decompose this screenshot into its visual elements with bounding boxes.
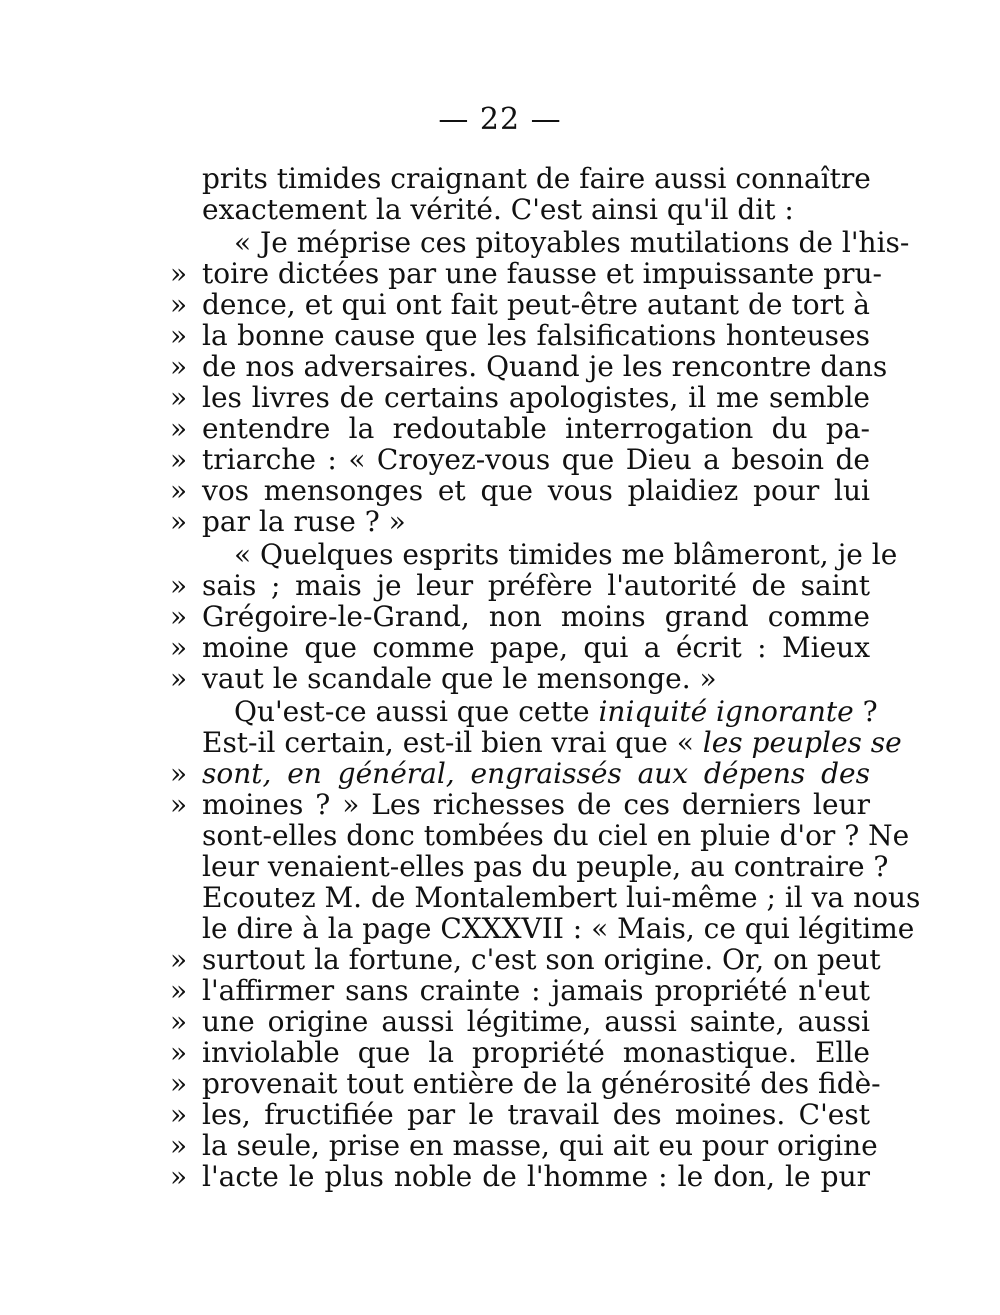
line-text: surtout la fortune, c'est son origine. Or, on peut: [202, 943, 881, 976]
text-line: [170, 695, 878, 728]
line-text: triarche : « Croyez-vous que Dieu a besoin de: [202, 443, 870, 476]
quote-mark: »: [170, 350, 188, 383]
text-line: [170, 320, 870, 351]
line-text: vaut le scandale que le mensonge. »: [202, 662, 717, 695]
line-text: [202, 696, 878, 727]
line-text: vos mensonges et que vous plaidiez pour lui: [202, 474, 870, 507]
text-line: [170, 1129, 878, 1162]
quote-mark: »: [170, 474, 188, 507]
text-line: [170, 444, 870, 475]
text-line: [170, 850, 889, 883]
italic-text: sont, en général, engraissés aux dépens des: [202, 757, 870, 790]
quote-mark: »: [170, 1160, 188, 1193]
quote-mark: »: [170, 257, 188, 290]
text-line: [170, 1161, 870, 1192]
italic-text: iniquité ignorante: [598, 695, 854, 728]
line-text: prits timides craignant de faire aussi connaître: [202, 162, 871, 195]
line-text: le dire à la page CXXXVII : « Mais, ce qui légitime: [202, 912, 915, 945]
text-line: [170, 1067, 881, 1100]
line-text: une origine aussi légitime, aussi sainte, aussi: [202, 1005, 870, 1038]
line-text: moines ? » Les richesses de ces derniers leur: [202, 788, 870, 821]
line-text: par la ruse ? »: [202, 505, 406, 538]
text-line: [170, 413, 870, 444]
line-text: [202, 758, 870, 789]
text-line: [170, 350, 888, 383]
line-text: la seule, prise en masse, qui ait eu pour origine: [202, 1129, 878, 1162]
text-line: [170, 789, 870, 820]
quote-mark: »: [170, 443, 188, 476]
text-line: [170, 570, 870, 601]
text-line: [170, 726, 902, 759]
text-line: [170, 289, 870, 320]
quote-mark: »: [170, 600, 188, 633]
body-text: [170, 162, 921, 1193]
line-text: Ecoutez M. de Montalembert lui-même ; il va nous: [202, 881, 921, 914]
text-line: [170, 819, 910, 852]
quote-mark: »: [170, 943, 188, 976]
line-text: sais ; mais je leur préfère l'autorité de saint: [202, 569, 870, 602]
line-text: sont-elles donc tombées du ciel en pluie d'or ? Ne: [202, 819, 910, 852]
quote-mark: »: [170, 1005, 188, 1038]
line-text: « Je méprise ces pitoyables mutilations de l'his-: [234, 226, 910, 259]
text-line: [170, 382, 870, 413]
quote-mark: »: [170, 412, 188, 445]
text-line: [170, 975, 870, 1006]
text-line: [170, 632, 870, 663]
line-text-part: Qu'est-ce aussi que cette: [234, 695, 599, 728]
quote-mark: »: [170, 1067, 188, 1100]
quote-mark: »: [170, 569, 188, 602]
text-line: [170, 1037, 870, 1068]
line-text: leur venaient-elles pas du peuple, au contraire ?: [202, 850, 889, 883]
quote-mark: »: [170, 1129, 188, 1162]
quote-mark: »: [170, 319, 188, 352]
line-text: [202, 727, 902, 758]
quote-mark: »: [170, 788, 188, 821]
text-line: [170, 601, 870, 632]
text-line: [170, 163, 870, 194]
line-text: inviolable que la propriété monastique. Elle: [202, 1036, 870, 1069]
text-line: [170, 1006, 870, 1037]
text-line: [170, 1099, 870, 1130]
line-text: entendre la redoutable interrogation du pa-: [202, 412, 870, 445]
line-text: « Quelques esprits timides me blâmeront, je le: [234, 538, 898, 571]
line-text: exactement la vérité. C'est ainsi qu'il dit :: [202, 193, 794, 226]
quote-mark: »: [170, 1036, 188, 1069]
line-text: de nos adversaires. Quand je les rencontre dans: [202, 350, 888, 383]
line-text: provenait tout entière de la générosité des fidè-: [202, 1067, 881, 1100]
page-number: — 22 —: [438, 102, 562, 137]
quote-mark: »: [170, 662, 188, 695]
line-text: les, fructifiée par le travail des moines. C'est: [202, 1098, 870, 1131]
line-text: toire dictées par une fausse et impuissante pru-: [202, 257, 883, 290]
line-text: Grégoire-le-Grand, non moins grand comme: [202, 600, 870, 633]
line-text: dence, et qui ont fait peut-être autant de tort à: [202, 288, 870, 321]
text-line: [170, 758, 870, 789]
text-line: [170, 226, 910, 259]
text-line: [170, 538, 898, 571]
italic-text: les peuples se: [702, 726, 902, 759]
quote-mark: »: [170, 757, 188, 790]
text-line: [170, 663, 870, 694]
line-text: les livres de certains apologistes, il me semble: [202, 381, 870, 414]
text-line: [170, 506, 870, 537]
text-line: [170, 475, 870, 506]
quote-mark: »: [170, 505, 188, 538]
line-text-part: Est-il certain, est-il bien vrai que «: [202, 726, 703, 759]
quote-mark: »: [170, 631, 188, 664]
quote-mark: »: [170, 1098, 188, 1131]
quote-mark: »: [170, 288, 188, 321]
line-text: l'acte le plus noble de l'homme : le don, le pur: [202, 1160, 870, 1193]
line-text-part: ?: [853, 695, 878, 728]
text-line: [170, 943, 881, 976]
line-text: la bonne cause que les falsifications honteuses: [202, 319, 870, 352]
line-text: moine que comme pape, qui a écrit : Mieux: [202, 631, 870, 664]
text-line: [170, 912, 915, 945]
quote-mark: »: [170, 974, 188, 1007]
text-line: [170, 257, 883, 290]
text-line: [170, 194, 870, 225]
quote-mark: »: [170, 381, 188, 414]
line-text: l'affirmer sans crainte : jamais propriété n'eut: [202, 974, 870, 1007]
text-line: [170, 881, 921, 914]
